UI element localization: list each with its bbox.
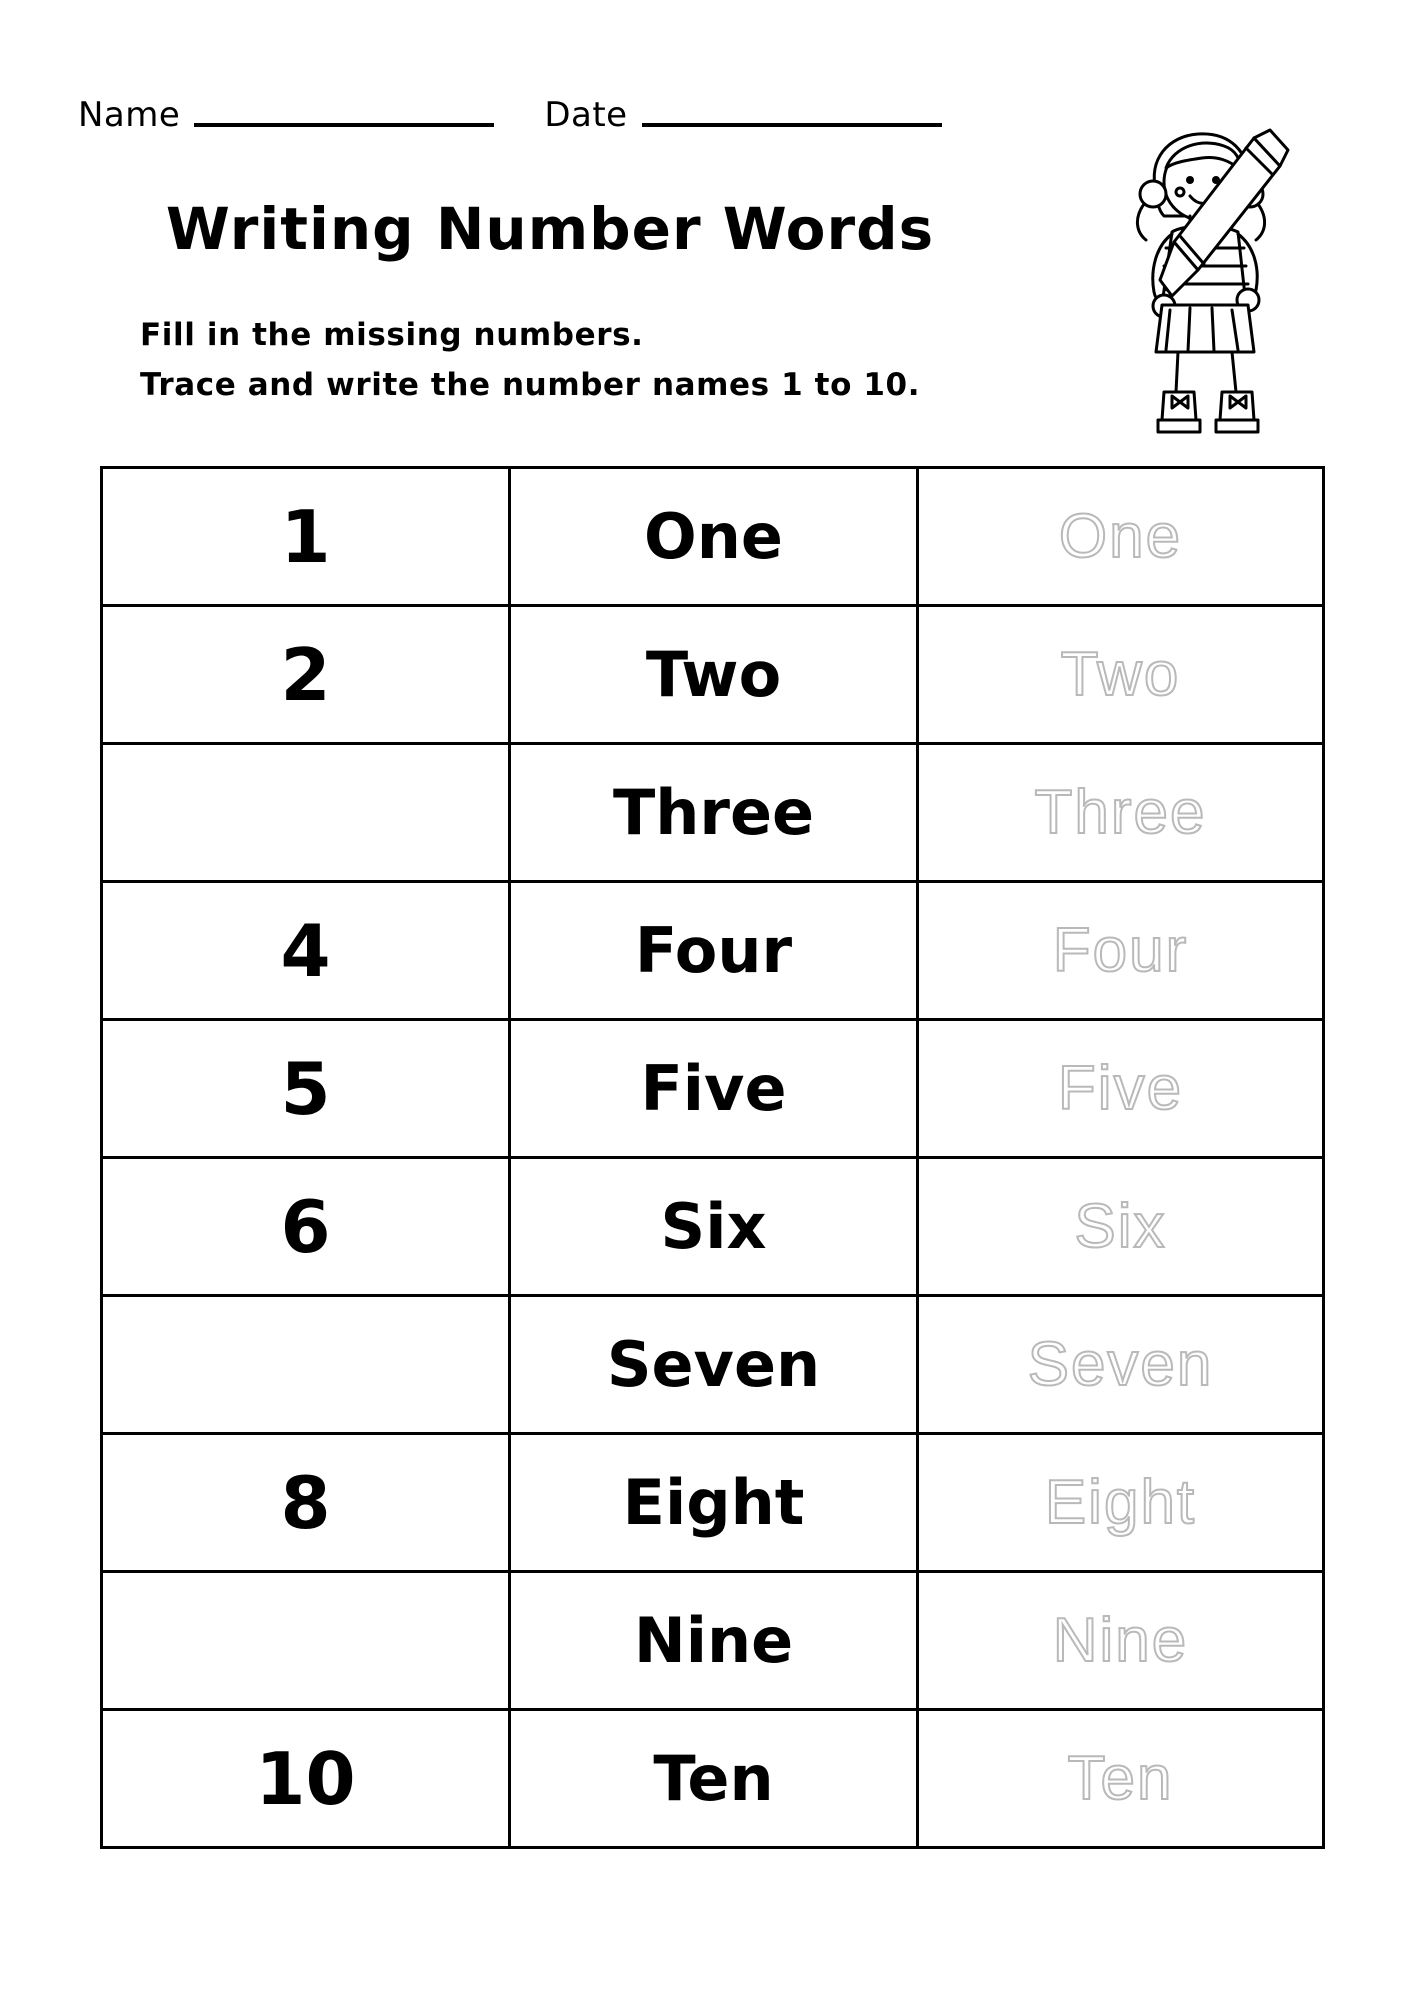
page-title: Writing Number Words	[165, 195, 935, 263]
numeral-cell[interactable]: 5	[102, 1020, 510, 1158]
table-row	[102, 1020, 1324, 1158]
numeral-cell[interactable]: 2	[102, 606, 510, 744]
word-cell: Six	[510, 1158, 918, 1296]
instructions	[140, 310, 920, 410]
table-row	[102, 882, 1324, 1020]
numeral-cell-blank[interactable]	[102, 1296, 510, 1434]
trace-cell[interactable]	[918, 1434, 1324, 1572]
trace-cell[interactable]	[918, 1020, 1324, 1158]
trace-word: Nine	[1052, 1605, 1189, 1675]
trace-cell[interactable]	[918, 1296, 1324, 1434]
trace-word: Ten	[1067, 1743, 1174, 1813]
trace-cell[interactable]	[918, 1572, 1324, 1710]
trace-cell[interactable]	[918, 468, 1324, 606]
instruction-line-1: Fill in the missing numbers.	[140, 317, 644, 353]
numeral-cell[interactable]: 6	[102, 1158, 510, 1296]
trace-word: Two	[1060, 639, 1181, 709]
word-cell: Nine	[510, 1572, 918, 1710]
trace-cell[interactable]	[918, 744, 1324, 882]
number-words-table	[100, 466, 1325, 1849]
girl-with-pencil-illustration	[1098, 120, 1328, 455]
trace-word: Eight	[1044, 1467, 1197, 1537]
instruction-line-2: Trace and write the number names 1 to 10.	[140, 367, 921, 404]
numeral-cell[interactable]: 1	[102, 468, 510, 606]
table-row	[102, 1710, 1324, 1848]
date-label: Date	[544, 95, 628, 135]
trace-cell[interactable]	[918, 1158, 1324, 1296]
trace-word: One	[1058, 501, 1183, 571]
table-row	[102, 1158, 1324, 1296]
trace-word: Seven	[1027, 1329, 1214, 1399]
table-row	[102, 1296, 1324, 1434]
table-row	[102, 744, 1324, 882]
trace-word: Five	[1057, 1053, 1184, 1123]
trace-cell[interactable]	[918, 606, 1324, 744]
word-cell: One	[510, 468, 918, 606]
table-row	[102, 1434, 1324, 1572]
trace-cell[interactable]	[918, 882, 1324, 1020]
numeral-cell-blank[interactable]	[102, 1572, 510, 1710]
name-label: Name	[78, 95, 181, 135]
trace-word: Four	[1052, 915, 1189, 985]
trace-word: Six	[1074, 1191, 1167, 1261]
word-cell: Seven	[510, 1296, 918, 1434]
numeral-cell-blank[interactable]	[102, 744, 510, 882]
numeral-cell[interactable]: 10	[102, 1710, 510, 1848]
word-cell: Five	[510, 1020, 918, 1158]
name-date-row	[78, 95, 1158, 135]
word-cell: Three	[510, 744, 918, 882]
numeral-cell[interactable]: 8	[102, 1434, 510, 1572]
name-write-line[interactable]	[194, 123, 494, 127]
numeral-cell[interactable]: 4	[102, 882, 510, 1020]
trace-word: Three	[1034, 777, 1207, 847]
table-row	[102, 468, 1324, 606]
word-cell: Four	[510, 882, 918, 1020]
word-cell: Eight	[510, 1434, 918, 1572]
table-body	[102, 468, 1324, 1848]
table-row	[102, 606, 1324, 744]
word-cell: Ten	[510, 1710, 918, 1848]
date-write-line[interactable]	[642, 123, 942, 127]
word-cell: Two	[510, 606, 918, 744]
table-row	[102, 1572, 1324, 1710]
trace-cell[interactable]	[918, 1710, 1324, 1848]
